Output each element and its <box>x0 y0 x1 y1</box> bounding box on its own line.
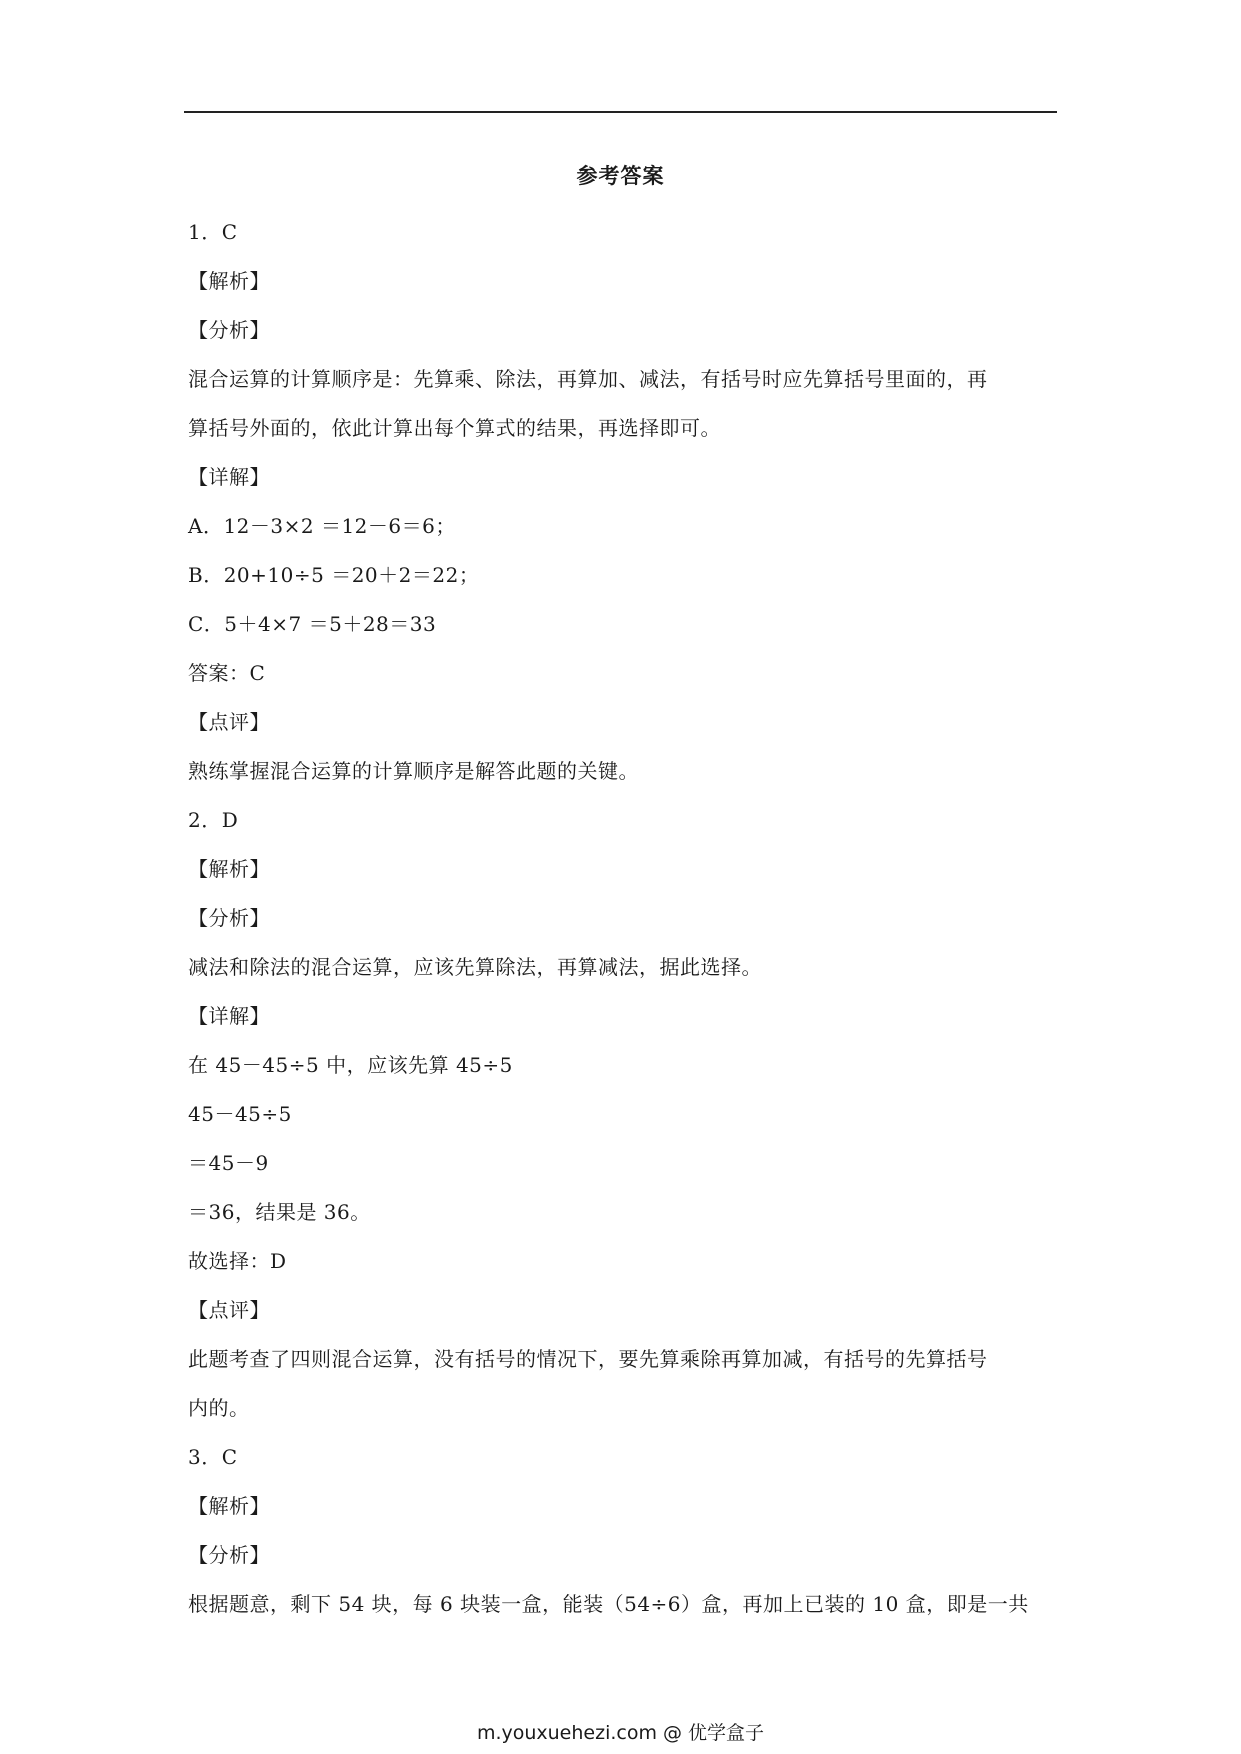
section-xiangjie: 【详解】 <box>188 465 270 489</box>
detail-expression: 45－45÷5 <box>188 1102 292 1126</box>
section-fenxi: 【分析】 <box>188 318 270 342</box>
final-answer: 答案：C <box>188 661 266 685</box>
section-jiexi: 【解析】 <box>188 1494 270 1518</box>
answer-2-heading: 2．D <box>188 808 239 832</box>
analysis-text: 算括号外面的，依此计算出每个算式的结果，再选择即可。 <box>188 416 721 440</box>
section-jiexi: 【解析】 <box>188 269 270 293</box>
detail-result: ＝36，结果是 36。 <box>188 1200 371 1224</box>
header-rule <box>184 111 1057 113</box>
footer-watermark: m.youxuehezi.com @ 优学盒子 <box>476 1722 765 1744</box>
section-dianping: 【点评】 <box>188 710 270 734</box>
answer-content <box>188 208 1048 1629</box>
comment-text: 熟练掌握混合运算的计算顺序是解答此题的关键。 <box>188 759 639 783</box>
detail-option-b: B．20+10÷5 ＝20＋2＝22； <box>188 563 480 587</box>
detail-text: 在 45－45÷5 中，应该先算 45÷5 <box>188 1053 513 1077</box>
answer-3-heading: 3．C <box>188 1445 238 1469</box>
analysis-text: 根据题意，剩下 54 块，每 6 块装一盒，能装（54÷6）盒，再加上已装的 10 盒，即是一共 <box>188 1592 1029 1616</box>
analysis-text: 减法和除法的混合运算，应该先算除法，再算减法，据此选择。 <box>188 955 762 979</box>
analysis-text: 混合运算的计算顺序是：先算乘、除法，再算加、减法，有括号时应先算括号里面的，再 <box>188 367 988 391</box>
final-answer: 故选择：D <box>188 1249 287 1273</box>
section-fenxi: 【分析】 <box>188 1543 270 1567</box>
comment-text: 此题考查了四则混合运算，没有括号的情况下，要先算乘除再算加减，有括号的先算括号 <box>188 1347 988 1371</box>
detail-option-c: C．5＋4×7 ＝5＋28＝33 <box>188 612 437 636</box>
comment-text: 内的。 <box>188 1396 250 1420</box>
section-xiangjie: 【详解】 <box>188 1004 270 1028</box>
detail-option-a: A．12－3×2 ＝12－6＝6； <box>188 514 456 538</box>
section-jiexi: 【解析】 <box>188 857 270 881</box>
section-fenxi: 【分析】 <box>188 906 270 930</box>
page-title: 参考答案 <box>576 164 665 188</box>
answer-1-heading: 1．C <box>188 220 238 244</box>
detail-step: ＝45－9 <box>188 1151 269 1175</box>
section-dianping: 【点评】 <box>188 1298 270 1322</box>
